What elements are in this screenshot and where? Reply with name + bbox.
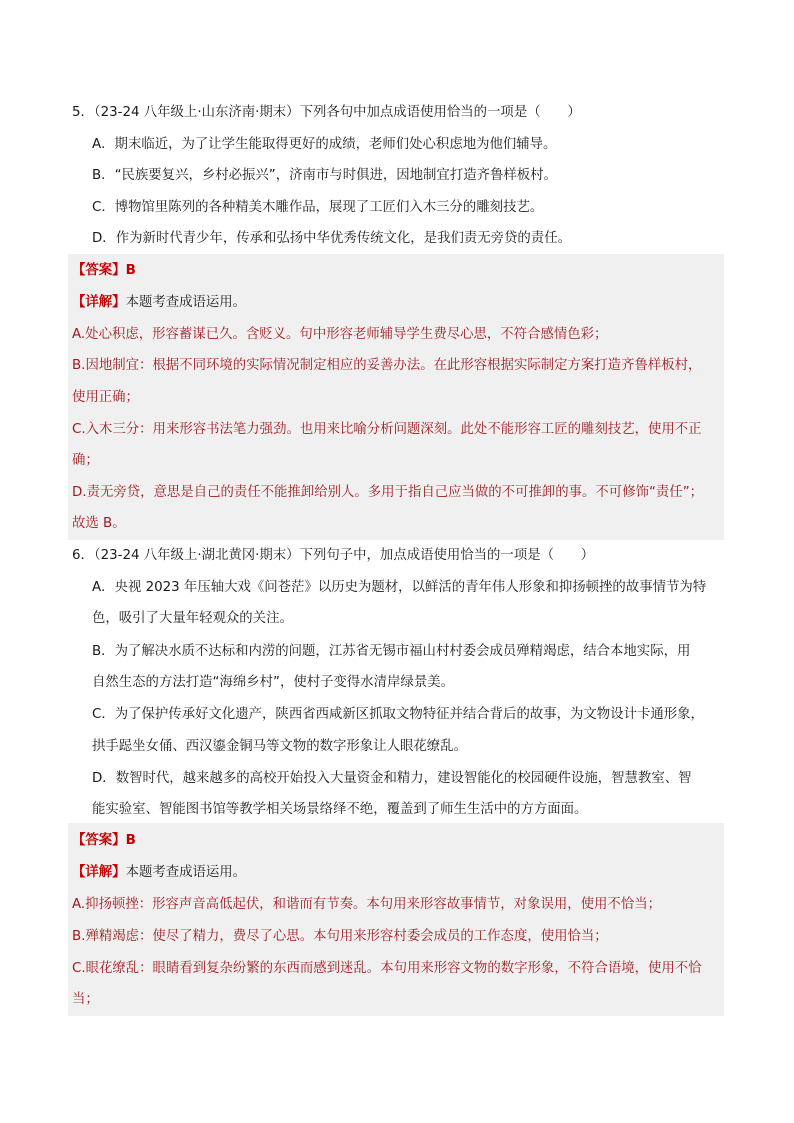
q6-answer-panel: [68, 823, 724, 1016]
q5-detail-tag: 【详解】: [72, 295, 126, 310]
q6-option-b-cont: 自然生态的方法打造“海绵乡村”，使村子变得水清岸绿景美。: [92, 675, 455, 690]
q5-explain-c-cont: 确；: [72, 453, 99, 468]
q5-option-b: B．“民族要复兴，乡村必振兴”，济南市与时俱进，因地制宜打造齐鲁样板村。: [92, 168, 557, 183]
q6-option-b: B．为了解决水质不达标和内涝的问题，江苏省无锡市福山村村委会成员殚精竭虑，结合本地实际，用: [92, 644, 691, 659]
q5-answer-tag: 【答案】: [72, 263, 126, 278]
q6-option-d: D．数智时代，越来越多的高校开始投入大量资金和精力，建设智能化的校园硬件设施，智慧教室、智: [92, 771, 692, 786]
q6-detail-intro: 本题考查成语运用。: [125, 865, 247, 880]
q5-option-a: A．期末临近，为了让学生能取得更好的成绩，老师们处心积虑地为他们辅导。: [92, 137, 557, 152]
q6-detail: [72, 864, 246, 882]
q5-conclusion: 故选 B。: [72, 516, 126, 531]
q5-answer: [72, 262, 136, 280]
q5-explain-b: B.因地制宜：根据不同环境的实际情况制定相应的妥善办法。在此形容根据实际制定方案打造齐鲁样板村，: [72, 358, 702, 373]
q6-explain-c: C.眼花缭乱：眼睛看到复杂纷繁的东西而感到迷乱。本句用来形容文物的数字形象，不符合语境，使用不恰: [72, 961, 702, 976]
q5-detail-intro: 本题考查成语运用。: [125, 295, 247, 310]
q5-explain-b-cont: 使用正确；: [72, 390, 139, 405]
q5-option-c: C．博物馆里陈列的各种精美木雕作品，展现了工匠们入木三分的雕刻技艺。: [92, 200, 544, 215]
q6-option-c-cont: 拱手跽坐女俑、西汉鎏金铜马等文物的数字形象让人眼花缭乱。: [92, 739, 467, 754]
q6-option-d-cont: 能实验室、智能图书馆等教学相关场景络绎不绝，覆盖到了师生生活中的方方面面。: [92, 802, 588, 817]
q6-answer-value: B: [125, 833, 136, 848]
q5-explain-c: C.入木三分：用来形容书法笔力强劲。也用来比喻分析问题深刻。此处不能形容工匠的雕刻技艺，使用不正: [72, 422, 702, 437]
q6-explain-a: A.抑扬顿挫：形容声音高低起伏，和谐而有节奏。本句用来形容故事情节，对象误用，使用不恰当；: [72, 897, 661, 912]
q5-option-d: D．作为新时代青少年，传承和弘扬中华优秀传统文化，是我们责无旁贷的责任。: [92, 231, 571, 246]
q6-option-a: A．央视 2023 年压轴大戏《问苍茫》以历史为题材，以鲜活的青年伟人形象和抑扬顿挫的故事情节为特: [92, 580, 707, 595]
q6-answer-tag: 【答案】: [72, 833, 126, 848]
question-5-head: 5．（23-24 八年级上·山东济南·期末）下列各句中加点成语使用恰当的一项是（ ）: [72, 105, 581, 120]
q6-answer: [72, 832, 136, 850]
q5-detail: [72, 294, 246, 312]
q6-explain-b: B.殚精竭虑：使尽了精力，费尽了心思。本句用来形容村委会成员的工作态度，使用恰当；: [72, 929, 608, 944]
q5-answer-value: B: [125, 263, 136, 278]
q5-explain-a: A.处心积虑，形容蓄谋已久。含贬义。句中形容老师辅导学生费尽心思，不符合感情色彩；: [72, 327, 608, 342]
q5-explain-d: D.责无旁贷，意思是自己的责任不能推卸给别人。多用于指自己应当做的不可推卸的事。不可修饰“责任”；: [72, 485, 704, 500]
q6-option-a-cont: 色，吸引了大量年轻观众的关注。: [92, 611, 293, 626]
q6-explain-c-cont: 当；: [72, 992, 99, 1007]
question-6-head: 6．（23-24 八年级上·湖北黄冈·期末）下列句子中，加点成语使用恰当的一项是（ ）: [72, 548, 595, 563]
q6-detail-tag: 【详解】: [72, 865, 126, 880]
q6-option-c: C．为了保护传承好文化遗产，陕西省西咸新区抓取文物特征并结合背后的故事，为文物设计卡通形象，: [92, 707, 704, 722]
